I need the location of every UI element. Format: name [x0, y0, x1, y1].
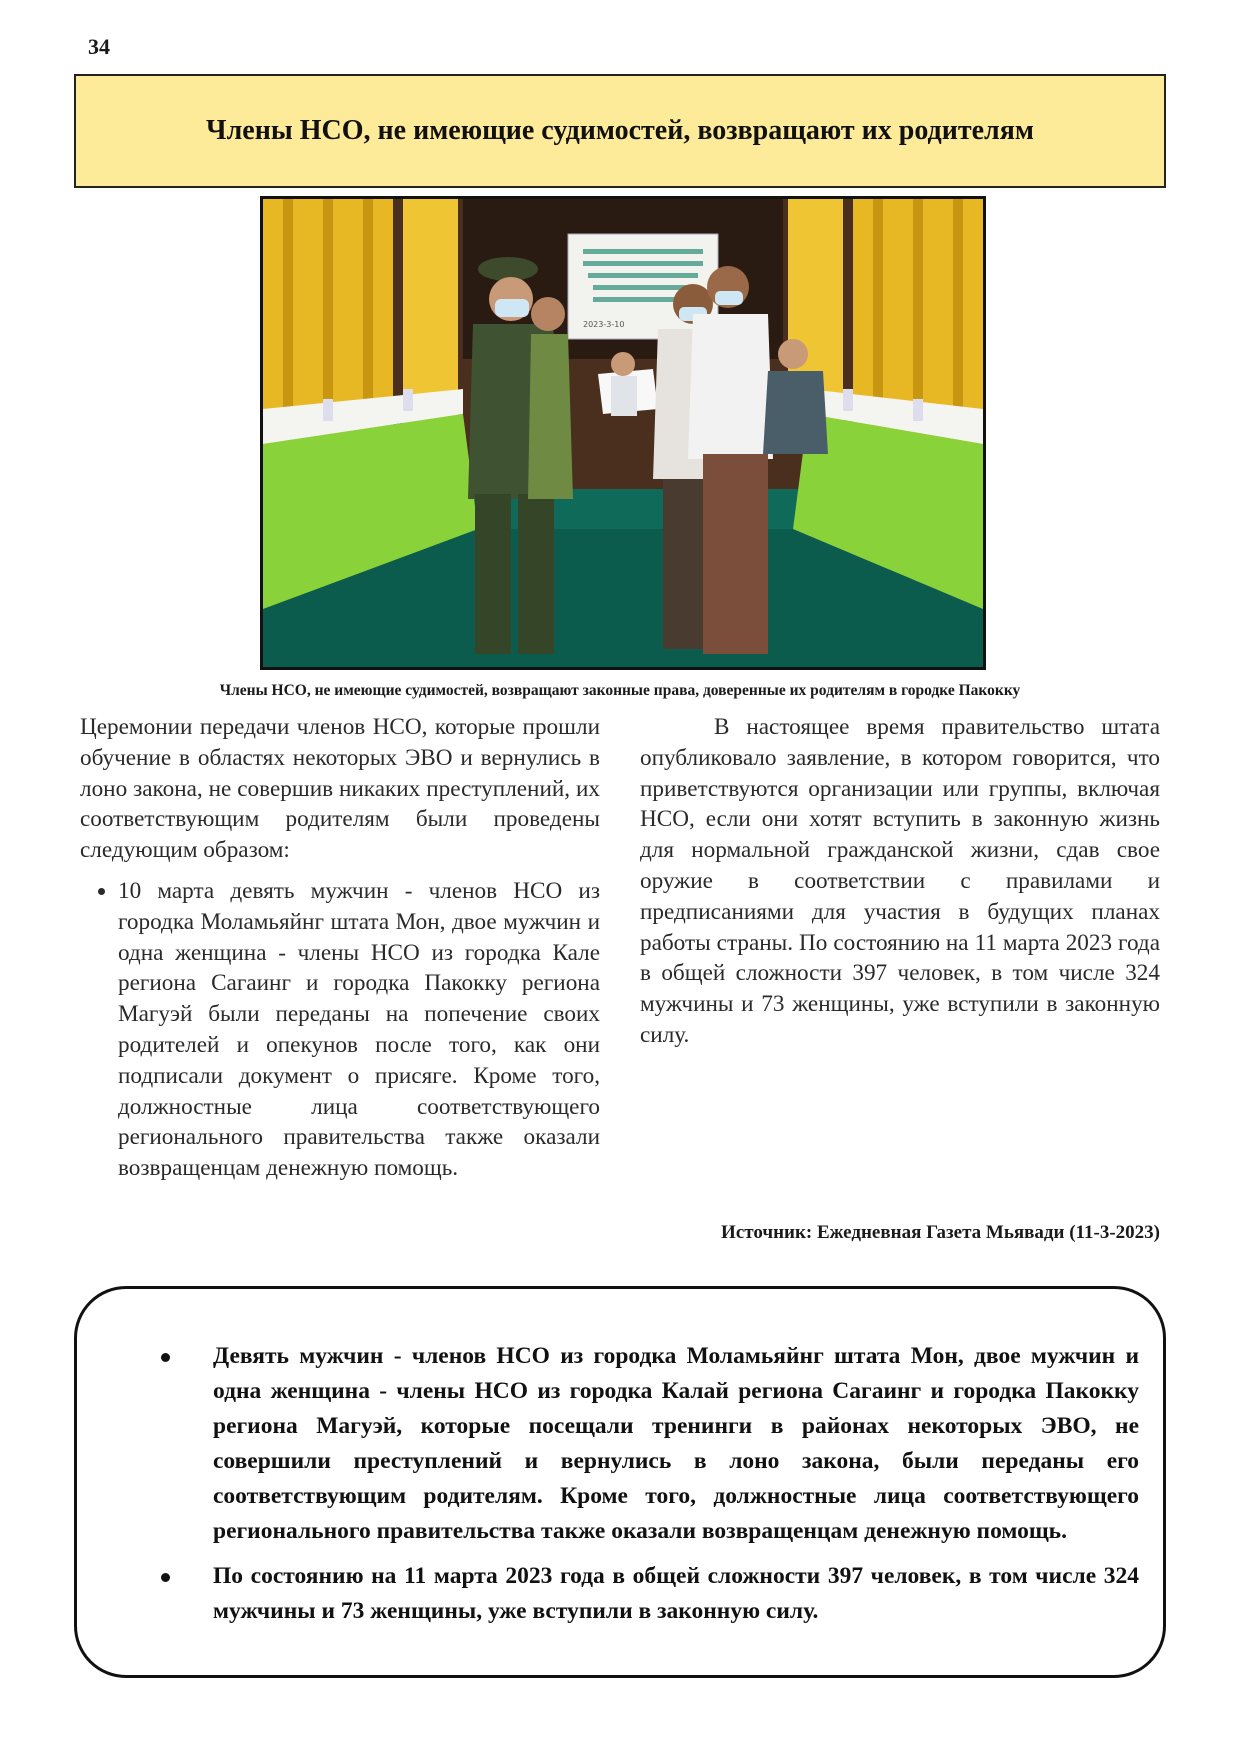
- page-title: Члены НСО, не имеющие судимостей, возвращают их родителям: [206, 115, 1034, 146]
- left-bullet-item: • 10 марта девять мужчин - членов НСО из городка Моламьяйнг штата Мон, двое мужчин и одна женщина - члены НСО из городка Кале региона Сагаинг и городка Пакокку региона Магуэй были переданы на попечение своих родителей и опекунов после того, как они подписали документ о присяге. Кроме того, должностные лица соответствующего регионального правительства также оказали возвращенцам денежную помощь.: [118, 876, 600, 1184]
- right-column: [640, 712, 1160, 1051]
- summary-list: [139, 1339, 1139, 1639]
- summary-item: По состоянию на 11 марта 2023 года в общей сложности 397 человек, в том числе 324 мужчины и 73 женщины, уже вступили в законную силу.: [139, 1559, 1139, 1629]
- ceremony-photo-illustration: [263, 199, 983, 667]
- left-column: [80, 712, 600, 1184]
- right-paragraph: В настоящее время правительство штата опубликовало заявление, в котором говорится, что приветствуются организации или группы, включая НСО, если они хотят вступить в законную жизнь для нормальной гражданской жизни, сдав свое оружие в соответствии с правилами и предписаниями для участия в будущих планах работы страны. По состоянию на 11 марта 2023 года в общей сложности 397 человек, в том числе 324 мужчины и 73 женщины, уже вступили в законную силу.: [640, 714, 1160, 1048]
- left-bullet-list: [80, 876, 600, 1184]
- banner-date: 2023-3-10: [583, 320, 625, 329]
- source-credit: Источник: Ежедневная Газета Мьявади (11-3-2023): [721, 1222, 1160, 1243]
- summary-box: [74, 1286, 1166, 1678]
- photo-caption: Члены НСО, не имеющие судимостей, возвращают законные права, доверенные их родителям в городке Пакокку: [219, 682, 1021, 699]
- ceremony-photo: [260, 196, 986, 670]
- title-box: [74, 74, 1166, 188]
- page-number: 34: [88, 34, 110, 59]
- intro-paragraph: Церемонии передачи членов НСО, которые прошли обучение в областях некоторых ЭВО и вернулись в лоно закона, не совершив никаких преступлений, их соответствующим родителям были проведены следующим образом:: [80, 714, 600, 864]
- summary-item: Девять мужчин - членов НСО из городка Моламьяйнг штата Мон, двое мужчин и одна женщина - члены НСО из городка Калай региона Сагаинг и городка Пакокку региона Магуэй, которые посещали тренинги в районах некоторых ЭВО, не совершили преступлений и вернулись в лоно закона, были переданы его соответствующим родителям. Кроме того, должностные лица соответствующего регионального правительства также оказали возвращенцам денежную помощь.: [139, 1339, 1139, 1549]
